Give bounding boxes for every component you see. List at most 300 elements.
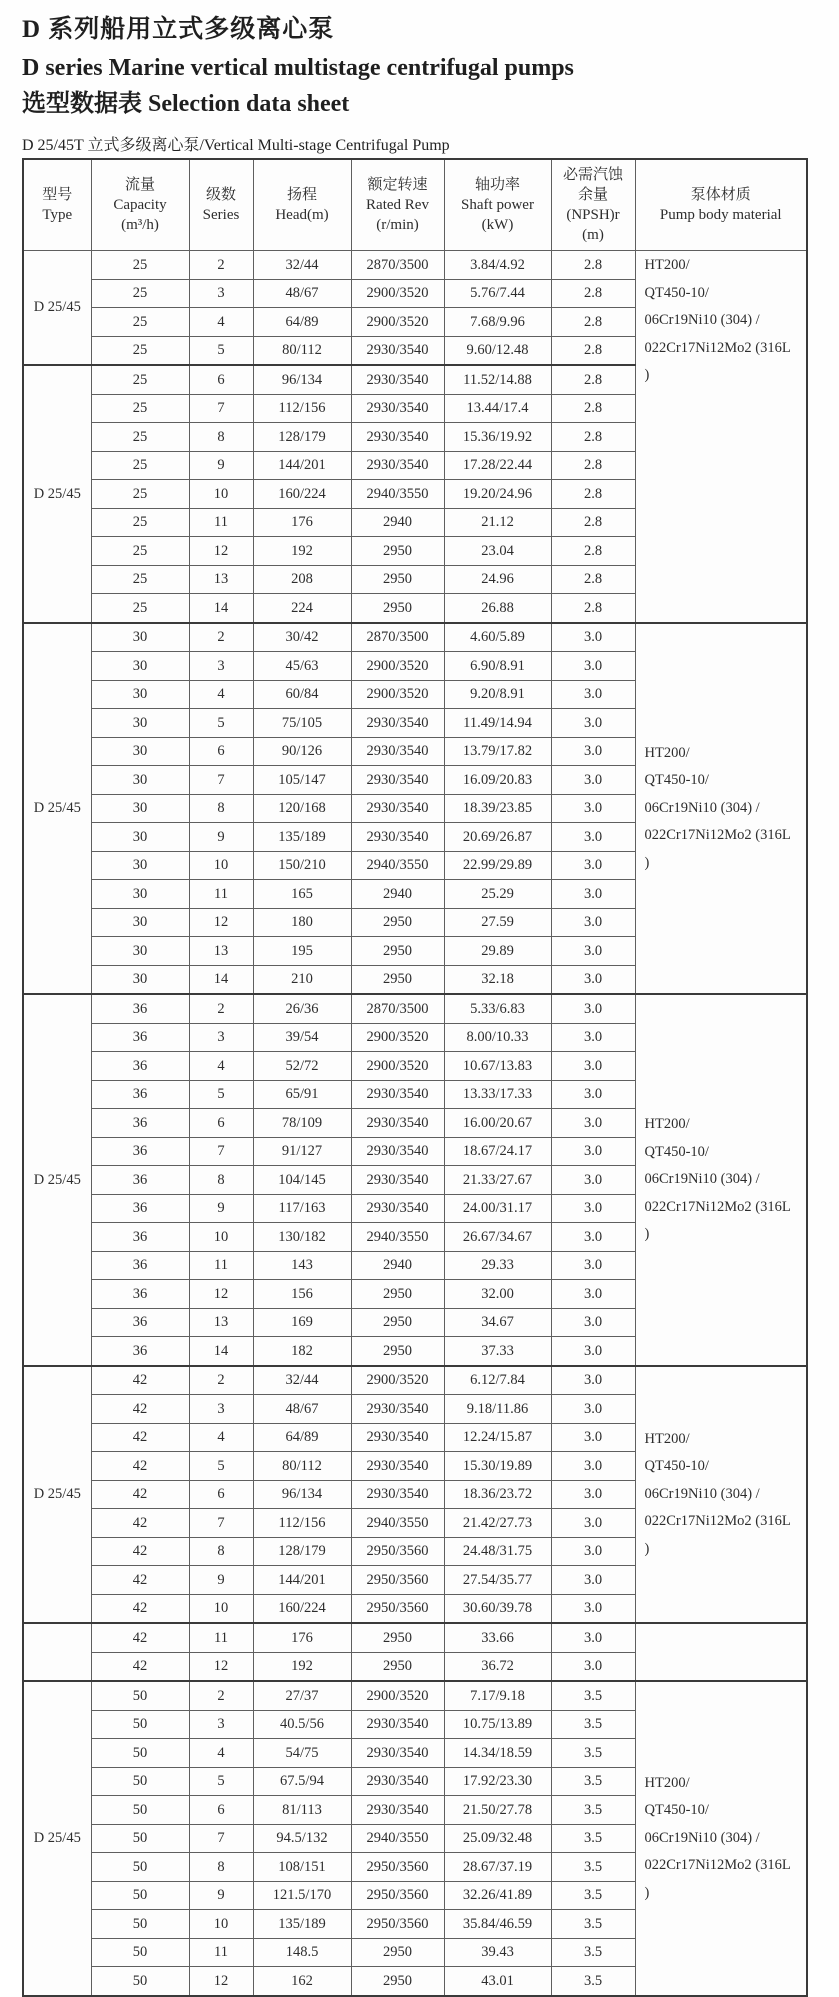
- series-cell: 5: [189, 1080, 253, 1109]
- npsh-cell: 3.5: [551, 1853, 635, 1882]
- capacity-cell: 42: [91, 1395, 189, 1424]
- shaft-power-cell: 6.12/7.84: [444, 1366, 551, 1395]
- capacity-cell: 36: [91, 1337, 189, 1366]
- series-cell: 10: [189, 480, 253, 509]
- head-cell: 80/112: [253, 1452, 351, 1481]
- npsh-cell: 2.8: [551, 365, 635, 394]
- table-row: [23, 623, 807, 652]
- capacity-cell: 36: [91, 1166, 189, 1195]
- rated-rev-cell: 2930/3540: [351, 766, 444, 795]
- npsh-cell: 3.0: [551, 794, 635, 823]
- capacity-cell: 30: [91, 823, 189, 852]
- rated-rev-cell: 2930/3540: [351, 336, 444, 365]
- npsh-cell: 3.0: [551, 1308, 635, 1337]
- npsh-cell: 3.0: [551, 1509, 635, 1538]
- shaft-power-cell: 11.49/14.94: [444, 709, 551, 738]
- shaft-power-cell: 18.67/24.17: [444, 1137, 551, 1166]
- head-cell: 208: [253, 565, 351, 594]
- head-cell: 54/75: [253, 1739, 351, 1768]
- series-cell: 3: [189, 1023, 253, 1052]
- series-cell: 13: [189, 1308, 253, 1337]
- shaft-power-cell: 10.75/13.89: [444, 1710, 551, 1739]
- title-chinese: D 系列船用立式多级离心泵: [22, 16, 335, 43]
- capacity-cell: 50: [91, 1710, 189, 1739]
- series-cell: 5: [189, 336, 253, 365]
- series-cell: 3: [189, 652, 253, 681]
- series-cell: 6: [189, 1796, 253, 1825]
- pump-body-material-cell: HT200/ QT450-10/ 06Cr19Ni10 (304) / 022Cr17Ni12Mo2 (316L ): [635, 994, 807, 1366]
- type-cell: D 25/45: [23, 365, 91, 623]
- series-cell: 7: [189, 1137, 253, 1166]
- type-cell: D 25/45: [23, 994, 91, 1366]
- npsh-cell: 3.0: [551, 908, 635, 937]
- series-cell: 9: [189, 451, 253, 480]
- rated-rev-cell: 2950: [351, 565, 444, 594]
- shaft-power-cell: 13.33/17.33: [444, 1080, 551, 1109]
- rated-rev-cell: 2930/3540: [351, 1452, 444, 1481]
- series-cell: 3: [189, 279, 253, 308]
- rated-rev-cell: 2900/3520: [351, 279, 444, 308]
- npsh-cell: 3.5: [551, 1710, 635, 1739]
- shaft-power-cell: 22.99/29.89: [444, 851, 551, 880]
- capacity-cell: 50: [91, 1910, 189, 1939]
- series-cell: 2: [189, 623, 253, 652]
- head-cell: 160/224: [253, 480, 351, 509]
- rated-rev-cell: 2930/3540: [351, 1480, 444, 1509]
- series-cell: 8: [189, 423, 253, 452]
- head-cell: 182: [253, 1337, 351, 1366]
- series-cell: 2: [189, 1366, 253, 1395]
- rated-rev-cell: 2930/3540: [351, 1109, 444, 1138]
- series-cell: 4: [189, 1052, 253, 1081]
- rated-rev-cell: 2940/3550: [351, 480, 444, 509]
- head-cell: 108/151: [253, 1853, 351, 1882]
- head-cell: 160/224: [253, 1594, 351, 1623]
- shaft-power-cell: 24.48/31.75: [444, 1537, 551, 1566]
- rated-rev-cell: 2950/3560: [351, 1853, 444, 1882]
- npsh-cell: 3.0: [551, 1452, 635, 1481]
- npsh-cell: 3.0: [551, 1623, 635, 1652]
- series-cell: 12: [189, 1967, 253, 1996]
- capacity-cell: 36: [91, 1194, 189, 1223]
- shaft-power-cell: 24.00/31.17: [444, 1194, 551, 1223]
- npsh-cell: 3.5: [551, 1938, 635, 1967]
- table-row: [23, 1681, 807, 1710]
- head-cell: 94.5/132: [253, 1824, 351, 1853]
- shaft-power-cell: 25.29: [444, 880, 551, 909]
- head-cell: 192: [253, 537, 351, 566]
- shaft-power-cell: 30.60/39.78: [444, 1594, 551, 1623]
- head-cell: 78/109: [253, 1109, 351, 1138]
- shaft-power-cell: 11.52/14.88: [444, 365, 551, 394]
- series-cell: 9: [189, 823, 253, 852]
- series-cell: 10: [189, 851, 253, 880]
- npsh-cell: 3.0: [551, 766, 635, 795]
- shaft-power-cell: 5.76/7.44: [444, 279, 551, 308]
- series-cell: 9: [189, 1566, 253, 1595]
- npsh-cell: 2.8: [551, 537, 635, 566]
- capacity-cell: 36: [91, 1251, 189, 1280]
- series-cell: 3: [189, 1395, 253, 1424]
- series-cell: 11: [189, 1623, 253, 1652]
- series-cell: 12: [189, 1280, 253, 1309]
- head-cell: 96/134: [253, 1480, 351, 1509]
- capacity-cell: 30: [91, 794, 189, 823]
- capacity-cell: 30: [91, 880, 189, 909]
- npsh-cell: 3.5: [551, 1910, 635, 1939]
- head-cell: 40.5/56: [253, 1710, 351, 1739]
- head-cell: 30/42: [253, 623, 351, 652]
- col-header-npsh: 必需汽蚀 余量 (NPSH)r (m): [551, 159, 635, 251]
- shaft-power-cell: 6.90/8.91: [444, 652, 551, 681]
- table-caption: D 25/45T 立式多级离心泵/Vertical Multi-stage Centrifugal Pump: [22, 137, 450, 154]
- npsh-cell: 3.5: [551, 1767, 635, 1796]
- rated-rev-cell: 2930/3540: [351, 1194, 444, 1223]
- capacity-cell: 25: [91, 251, 189, 280]
- shaft-power-cell: 20.69/26.87: [444, 823, 551, 852]
- series-cell: 6: [189, 365, 253, 394]
- npsh-cell: 2.8: [551, 565, 635, 594]
- pump-selection-table: [22, 158, 808, 1997]
- head-cell: 39/54: [253, 1023, 351, 1052]
- shaft-power-cell: 24.96: [444, 565, 551, 594]
- series-cell: 8: [189, 1166, 253, 1195]
- shaft-power-cell: 39.43: [444, 1938, 551, 1967]
- shaft-power-cell: 18.39/23.85: [444, 794, 551, 823]
- capacity-cell: 50: [91, 1739, 189, 1768]
- npsh-cell: 3.5: [551, 1739, 635, 1768]
- npsh-cell: 3.0: [551, 1109, 635, 1138]
- head-cell: 176: [253, 508, 351, 537]
- capacity-cell: 36: [91, 1280, 189, 1309]
- series-cell: 5: [189, 1767, 253, 1796]
- capacity-cell: 50: [91, 1967, 189, 1996]
- capacity-cell: 25: [91, 537, 189, 566]
- series-cell: 9: [189, 1881, 253, 1910]
- npsh-cell: 3.0: [551, 1566, 635, 1595]
- series-cell: 10: [189, 1594, 253, 1623]
- series-cell: 12: [189, 908, 253, 937]
- rated-rev-cell: 2930/3540: [351, 1423, 444, 1452]
- rated-rev-cell: 2950/3560: [351, 1594, 444, 1623]
- title-selection-data-sheet: 选型数据表 Selection data sheet: [22, 91, 350, 117]
- shaft-power-cell: 17.28/22.44: [444, 451, 551, 480]
- capacity-cell: 36: [91, 1109, 189, 1138]
- series-cell: 8: [189, 794, 253, 823]
- npsh-cell: 3.0: [551, 1652, 635, 1681]
- col-header-head: 扬程 Head(m): [253, 159, 351, 251]
- rated-rev-cell: 2900/3520: [351, 308, 444, 337]
- capacity-cell: 50: [91, 1938, 189, 1967]
- capacity-cell: 42: [91, 1366, 189, 1395]
- npsh-cell: 3.0: [551, 1023, 635, 1052]
- capacity-cell: 50: [91, 1853, 189, 1882]
- head-cell: 45/63: [253, 652, 351, 681]
- shaft-power-cell: 21.50/27.78: [444, 1796, 551, 1825]
- shaft-power-cell: 10.67/13.83: [444, 1052, 551, 1081]
- rated-rev-cell: 2930/3540: [351, 1796, 444, 1825]
- npsh-cell: 3.0: [551, 1366, 635, 1395]
- npsh-cell: 3.0: [551, 680, 635, 709]
- head-cell: 48/67: [253, 279, 351, 308]
- npsh-cell: 3.0: [551, 994, 635, 1023]
- shaft-power-cell: 19.20/24.96: [444, 480, 551, 509]
- col-header-power: 轴功率 Shaft power (kW): [444, 159, 551, 251]
- capacity-cell: 25: [91, 365, 189, 394]
- shaft-power-cell: 26.88: [444, 594, 551, 623]
- capacity-cell: 42: [91, 1480, 189, 1509]
- rated-rev-cell: 2930/3540: [351, 394, 444, 423]
- shaft-power-cell: 34.67: [444, 1308, 551, 1337]
- capacity-cell: 42: [91, 1623, 189, 1652]
- head-cell: 156: [253, 1280, 351, 1309]
- shaft-power-cell: 17.92/23.30: [444, 1767, 551, 1796]
- capacity-cell: 50: [91, 1796, 189, 1825]
- shaft-power-cell: 16.09/20.83: [444, 766, 551, 795]
- capacity-cell: 42: [91, 1566, 189, 1595]
- shaft-power-cell: 9.20/8.91: [444, 680, 551, 709]
- rated-rev-cell: 2930/3540: [351, 1080, 444, 1109]
- capacity-cell: 36: [91, 1223, 189, 1252]
- npsh-cell: 3.0: [551, 623, 635, 652]
- rated-rev-cell: 2950: [351, 965, 444, 994]
- capacity-cell: 30: [91, 680, 189, 709]
- head-cell: 150/210: [253, 851, 351, 880]
- capacity-cell: 50: [91, 1681, 189, 1710]
- rated-rev-cell: 2930/3540: [351, 794, 444, 823]
- table-row: [23, 1366, 807, 1395]
- shaft-power-cell: 32.26/41.89: [444, 1881, 551, 1910]
- series-cell: 7: [189, 1824, 253, 1853]
- rated-rev-cell: 2930/3540: [351, 1710, 444, 1739]
- series-cell: 10: [189, 1223, 253, 1252]
- head-cell: 67.5/94: [253, 1767, 351, 1796]
- capacity-cell: 25: [91, 508, 189, 537]
- capacity-cell: 42: [91, 1509, 189, 1538]
- head-cell: 48/67: [253, 1395, 351, 1424]
- capacity-cell: 50: [91, 1767, 189, 1796]
- shaft-power-cell: 12.24/15.87: [444, 1423, 551, 1452]
- head-cell: 148.5: [253, 1938, 351, 1967]
- shaft-power-cell: 8.00/10.33: [444, 1023, 551, 1052]
- shaft-power-cell: 27.54/35.77: [444, 1566, 551, 1595]
- head-cell: 144/201: [253, 451, 351, 480]
- head-cell: 81/113: [253, 1796, 351, 1825]
- npsh-cell: 3.0: [551, 737, 635, 766]
- shaft-power-cell: 13.44/17.4: [444, 394, 551, 423]
- head-cell: 165: [253, 880, 351, 909]
- series-cell: 7: [189, 1509, 253, 1538]
- series-cell: 6: [189, 737, 253, 766]
- npsh-cell: 2.8: [551, 336, 635, 365]
- rated-rev-cell: 2950: [351, 1280, 444, 1309]
- rated-rev-cell: 2900/3520: [351, 1052, 444, 1081]
- rated-rev-cell: 2940/3550: [351, 851, 444, 880]
- table-body: [23, 251, 807, 1996]
- series-cell: 8: [189, 1537, 253, 1566]
- head-cell: 210: [253, 965, 351, 994]
- head-cell: 26/36: [253, 994, 351, 1023]
- title-english: D series Marine vertical multistage centrifugal pumps: [22, 55, 574, 81]
- shaft-power-cell: 15.36/19.92: [444, 423, 551, 452]
- series-cell: 5: [189, 709, 253, 738]
- npsh-cell: 3.0: [551, 851, 635, 880]
- head-cell: 52/72: [253, 1052, 351, 1081]
- npsh-cell: 3.0: [551, 823, 635, 852]
- rated-rev-cell: 2950: [351, 908, 444, 937]
- capacity-cell: 30: [91, 766, 189, 795]
- head-cell: 64/89: [253, 308, 351, 337]
- series-cell: 4: [189, 308, 253, 337]
- npsh-cell: 2.8: [551, 480, 635, 509]
- shaft-power-cell: 18.36/23.72: [444, 1480, 551, 1509]
- rated-rev-cell: 2950: [351, 937, 444, 966]
- rated-rev-cell: 2950/3560: [351, 1881, 444, 1910]
- series-cell: 2: [189, 994, 253, 1023]
- shaft-power-cell: 28.67/37.19: [444, 1853, 551, 1882]
- npsh-cell: 3.0: [551, 1395, 635, 1424]
- capacity-cell: 30: [91, 737, 189, 766]
- series-cell: 10: [189, 1910, 253, 1939]
- rated-rev-cell: 2870/3500: [351, 251, 444, 280]
- npsh-cell: 3.5: [551, 1967, 635, 1996]
- npsh-cell: 2.8: [551, 251, 635, 280]
- series-cell: 7: [189, 766, 253, 795]
- capacity-cell: 42: [91, 1452, 189, 1481]
- series-cell: 13: [189, 937, 253, 966]
- pump-body-material-cell: HT200/ QT450-10/ 06Cr19Ni10 (304) / 022Cr17Ni12Mo2 (316L ): [635, 623, 807, 995]
- shaft-power-cell: 35.84/46.59: [444, 1910, 551, 1939]
- rated-rev-cell: 2950: [351, 594, 444, 623]
- shaft-power-cell: 21.33/27.67: [444, 1166, 551, 1195]
- rated-rev-cell: 2930/3540: [351, 1767, 444, 1796]
- col-header-material: 泵体材质 Pump body material: [635, 159, 807, 251]
- capacity-cell: 42: [91, 1594, 189, 1623]
- shaft-power-cell: 25.09/32.48: [444, 1824, 551, 1853]
- shaft-power-cell: 7.68/9.96: [444, 308, 551, 337]
- capacity-cell: 25: [91, 480, 189, 509]
- series-cell: 12: [189, 537, 253, 566]
- npsh-cell: 3.0: [551, 652, 635, 681]
- rated-rev-cell: 2900/3520: [351, 1023, 444, 1052]
- capacity-cell: 36: [91, 1023, 189, 1052]
- rated-rev-cell: 2940: [351, 1251, 444, 1280]
- rated-rev-cell: 2870/3500: [351, 994, 444, 1023]
- capacity-cell: 50: [91, 1824, 189, 1853]
- series-cell: 13: [189, 565, 253, 594]
- head-cell: 104/145: [253, 1166, 351, 1195]
- rated-rev-cell: 2930/3540: [351, 1137, 444, 1166]
- head-cell: 176: [253, 1623, 351, 1652]
- head-cell: 91/127: [253, 1137, 351, 1166]
- rated-rev-cell: 2950/3560: [351, 1537, 444, 1566]
- shaft-power-cell: 36.72: [444, 1652, 551, 1681]
- head-cell: 128/179: [253, 1537, 351, 1566]
- head-cell: 195: [253, 937, 351, 966]
- rated-rev-cell: 2900/3520: [351, 1366, 444, 1395]
- capacity-cell: 30: [91, 623, 189, 652]
- capacity-cell: 36: [91, 1080, 189, 1109]
- head-cell: 75/105: [253, 709, 351, 738]
- table-row: [23, 1623, 807, 1652]
- shaft-power-cell: 27.59: [444, 908, 551, 937]
- series-cell: 14: [189, 965, 253, 994]
- capacity-cell: 25: [91, 279, 189, 308]
- npsh-cell: 3.0: [551, 937, 635, 966]
- shaft-power-cell: 32.00: [444, 1280, 551, 1309]
- head-cell: 144/201: [253, 1566, 351, 1595]
- shaft-power-cell: 21.42/27.73: [444, 1509, 551, 1538]
- rated-rev-cell: 2940: [351, 880, 444, 909]
- rated-rev-cell: 2950: [351, 1967, 444, 1996]
- npsh-cell: 2.8: [551, 451, 635, 480]
- series-cell: 2: [189, 251, 253, 280]
- rated-rev-cell: 2930/3540: [351, 709, 444, 738]
- type-cell: D 25/45: [23, 1681, 91, 1996]
- rated-rev-cell: 2930/3540: [351, 1166, 444, 1195]
- head-cell: 162: [253, 1967, 351, 1996]
- shaft-power-cell: 3.84/4.92: [444, 251, 551, 280]
- npsh-cell: 3.0: [551, 880, 635, 909]
- head-cell: 128/179: [253, 423, 351, 452]
- col-header-series: 级数 Series: [189, 159, 253, 251]
- capacity-cell: 50: [91, 1881, 189, 1910]
- series-cell: 11: [189, 508, 253, 537]
- head-cell: 120/168: [253, 794, 351, 823]
- table-header: [23, 159, 807, 251]
- series-cell: 12: [189, 1652, 253, 1681]
- npsh-cell: 3.5: [551, 1681, 635, 1710]
- series-cell: 11: [189, 1938, 253, 1967]
- head-cell: 135/189: [253, 823, 351, 852]
- series-cell: 3: [189, 1710, 253, 1739]
- shaft-power-cell: 5.33/6.83: [444, 994, 551, 1023]
- rated-rev-cell: 2950/3560: [351, 1566, 444, 1595]
- npsh-cell: 3.5: [551, 1824, 635, 1853]
- shaft-power-cell: 15.30/19.89: [444, 1452, 551, 1481]
- series-cell: 14: [189, 594, 253, 623]
- type-cell: D 25/45: [23, 251, 91, 366]
- shaft-power-cell: 23.04: [444, 537, 551, 566]
- npsh-cell: 3.0: [551, 1166, 635, 1195]
- series-cell: 4: [189, 680, 253, 709]
- head-cell: 80/112: [253, 336, 351, 365]
- capacity-cell: 25: [91, 565, 189, 594]
- pump-body-material-cell: [635, 1623, 807, 1681]
- npsh-cell: 3.0: [551, 1080, 635, 1109]
- type-cell: D 25/45: [23, 623, 91, 995]
- capacity-cell: 42: [91, 1423, 189, 1452]
- rated-rev-cell: 2930/3540: [351, 365, 444, 394]
- head-cell: 65/91: [253, 1080, 351, 1109]
- capacity-cell: 30: [91, 937, 189, 966]
- npsh-cell: 3.0: [551, 1594, 635, 1623]
- shaft-power-cell: 43.01: [444, 1967, 551, 1996]
- head-cell: 121.5/170: [253, 1881, 351, 1910]
- type-cell: D 25/45: [23, 1366, 91, 1624]
- shaft-power-cell: 7.17/9.18: [444, 1681, 551, 1710]
- head-cell: 192: [253, 1652, 351, 1681]
- col-header-capacity: 流量 Capacity (m³/h): [91, 159, 189, 251]
- npsh-cell: 3.0: [551, 1251, 635, 1280]
- rated-rev-cell: 2940/3550: [351, 1223, 444, 1252]
- series-cell: 6: [189, 1480, 253, 1509]
- head-cell: 96/134: [253, 365, 351, 394]
- col-header-rev: 额定转速 Rated Rev (r/min): [351, 159, 444, 251]
- rated-rev-cell: 2930/3540: [351, 451, 444, 480]
- shaft-power-cell: 21.12: [444, 508, 551, 537]
- npsh-cell: 3.0: [551, 965, 635, 994]
